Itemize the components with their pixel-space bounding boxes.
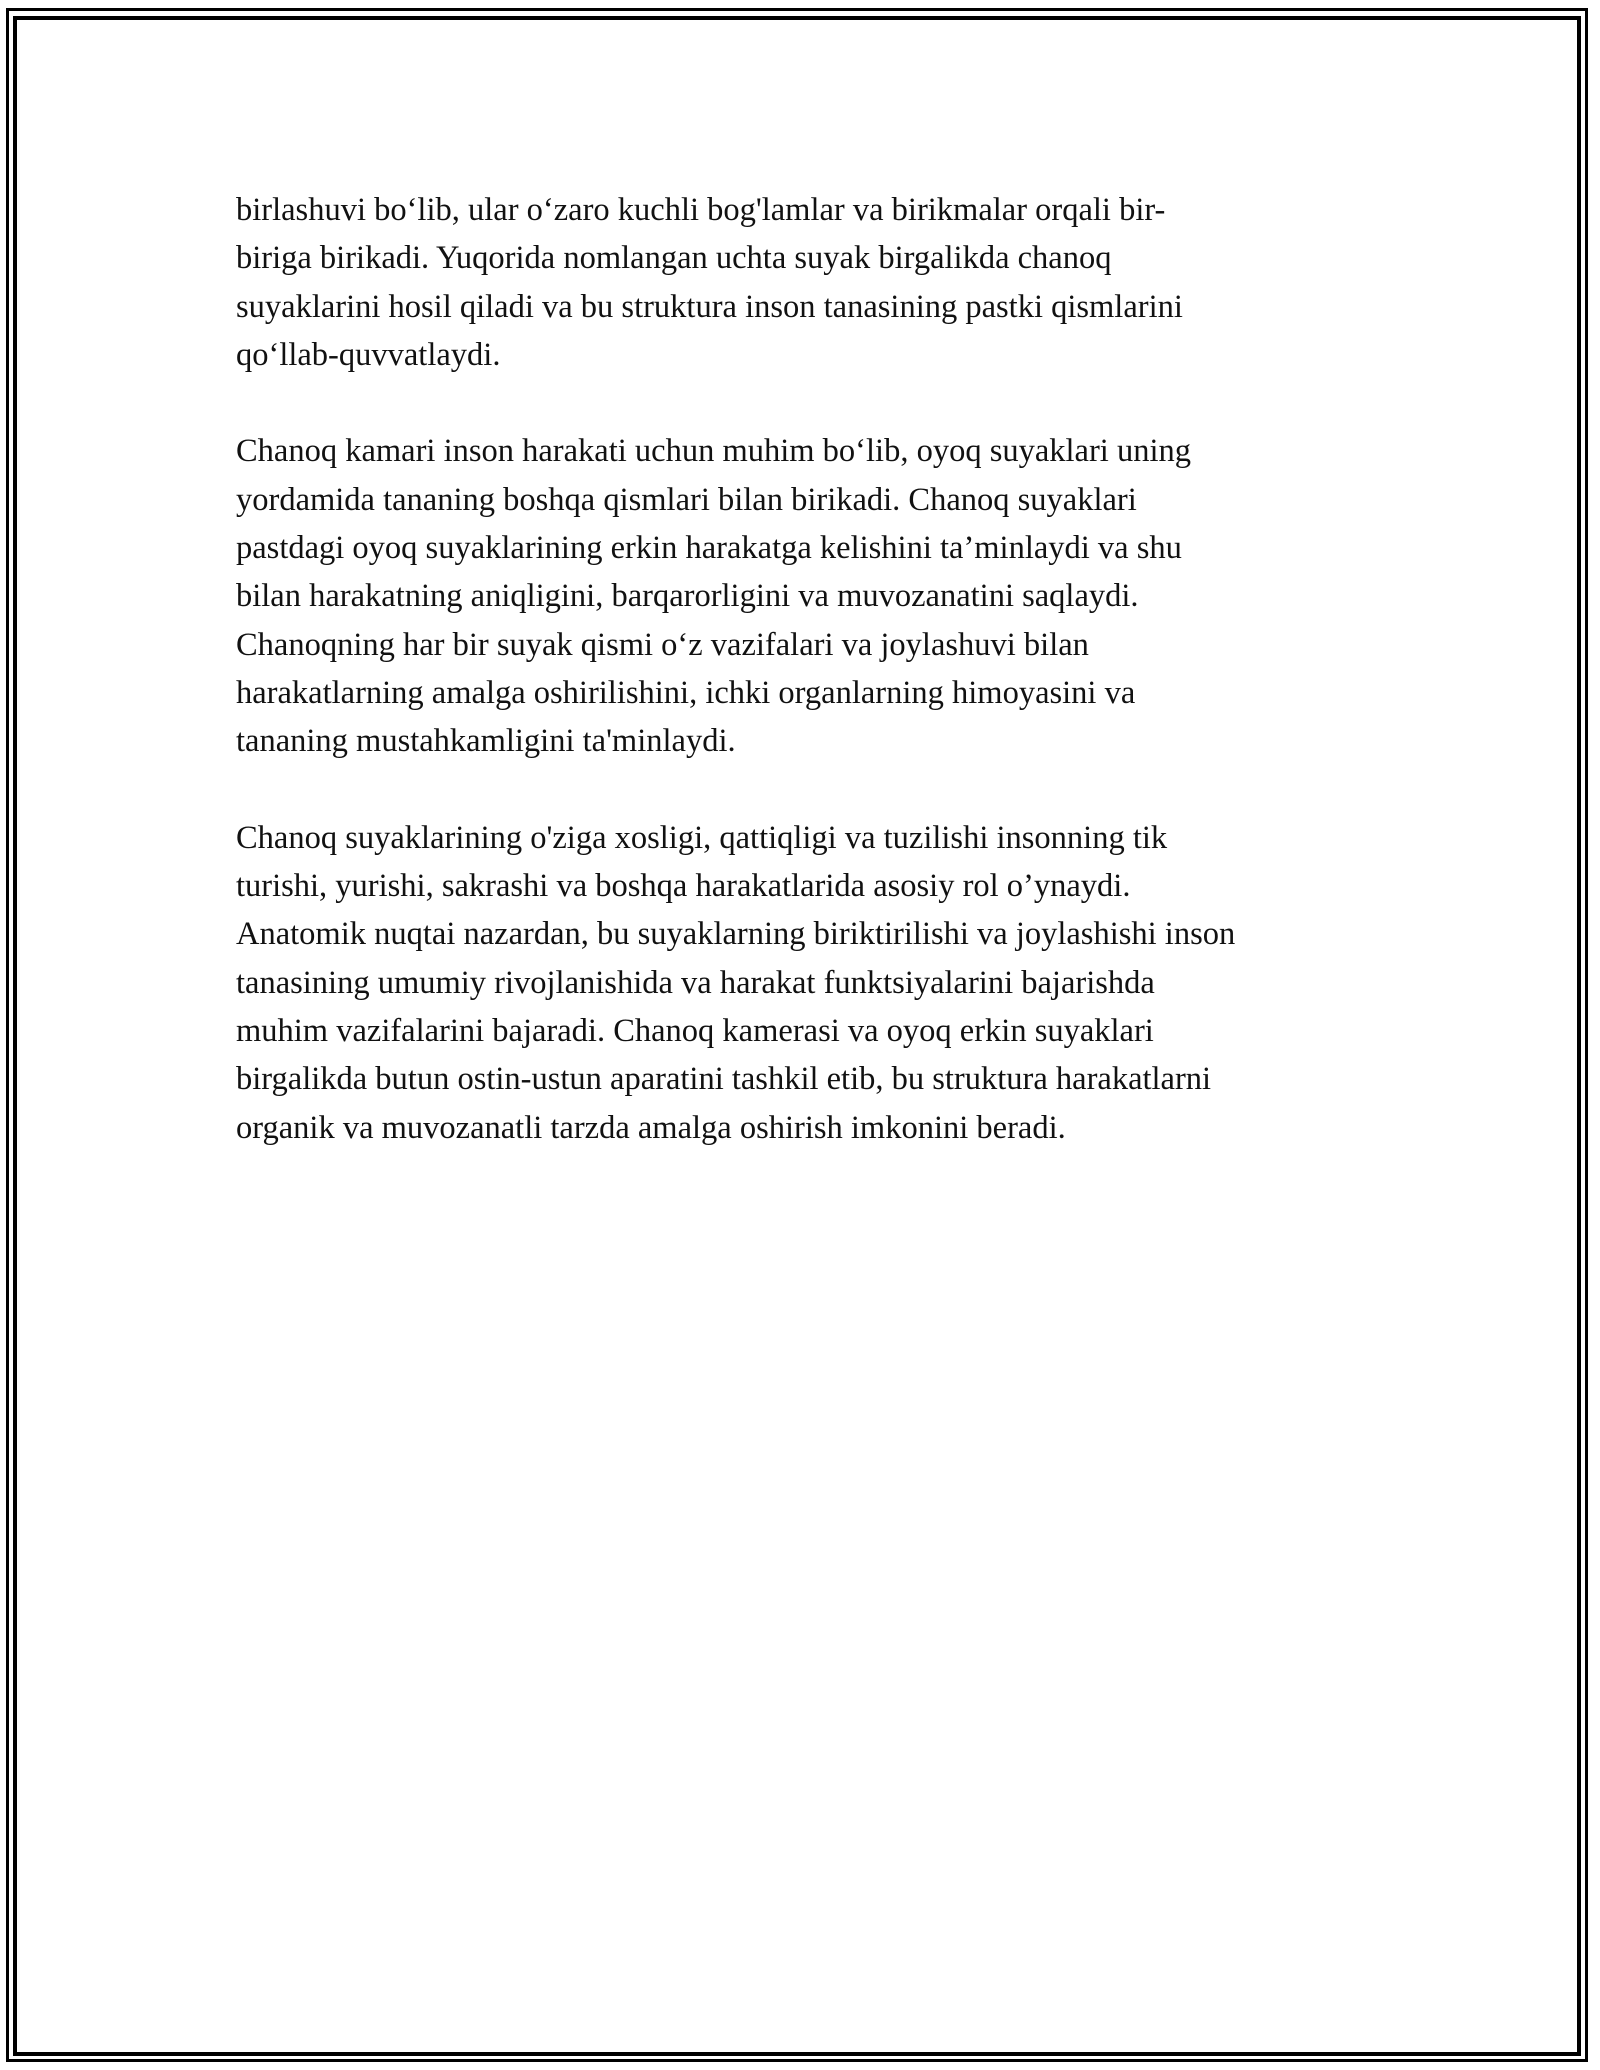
- text-line: Chanoq kamari inson harakati uchun muhim bo‘lib, oyoq suyaklari uning: [236, 433, 1191, 470]
- text-line: birlashuvi bo‘lib, ular o‘zaro kuchli bog'lamlar va birikmalar orqali bir-: [236, 192, 1166, 228]
- paragraph-2: [236, 427, 1376, 765]
- document-body: [236, 186, 1376, 1200]
- text-line: organik va muvozanatli tarzda amalga oshirish imkonini beradi.: [236, 1109, 1066, 1146]
- text-line: turishi, yurishi, sakrashi va boshqa harakatlarida asosiy rol o’ynaydi.: [236, 868, 1131, 905]
- paragraph-3: [236, 814, 1376, 1152]
- text-line: birgalikda butun ostin-ustun aparatini tashkil etib, bu struktura harakatlarni: [236, 1061, 1212, 1098]
- text-line: Chanoqning har bir suyak qismi o‘z vazifalari va joylashuvi bilan: [236, 626, 1089, 663]
- text-line: Chanoq suyaklarining o'ziga xosligi, qattiqligi va tuzilishi insonning tik: [236, 819, 1168, 856]
- text-line: bilan harakatning aniqligini, barqarorligini va muvozanatini saqlaydi.: [236, 578, 1139, 615]
- text-line: biriga birikadi. Yuqorida nomlangan uchta suyak birgalikda chanoq: [236, 240, 1112, 277]
- text-line: pastdagi oyoq suyaklarining erkin harakatga kelishini ta’minlaydi va shu: [236, 530, 1182, 567]
- text-line: suyaklarini hosil qiladi va bu struktura inson tanasining pastki qismlarini: [236, 288, 1183, 325]
- text-line: tanasining umumiy rivojlanishida va harakat funktsiyalarini bajarishda: [236, 964, 1155, 1001]
- text-line: muhim vazifalarini bajaradi. Chanoq kamerasi va oyoq erkin suyaklari: [236, 1013, 1154, 1050]
- paragraph-1: [236, 186, 1376, 379]
- text-line: yordamida tananing boshqa qismlari bilan birikadi. Chanoq suyaklari: [236, 481, 1137, 518]
- text-line: harakatlarning amalga oshirilishini, ichki organlarning himoyasini va: [236, 674, 1136, 711]
- text-line: tananing mustahkamligini ta'minlaydi.: [236, 723, 736, 760]
- text-line: Anatomik nuqtai nazardan, bu suyaklarning biriktirilishi va joylashishi inson: [236, 916, 1236, 953]
- text-line: qo‘llab-quvvatlaydi.: [236, 336, 501, 373]
